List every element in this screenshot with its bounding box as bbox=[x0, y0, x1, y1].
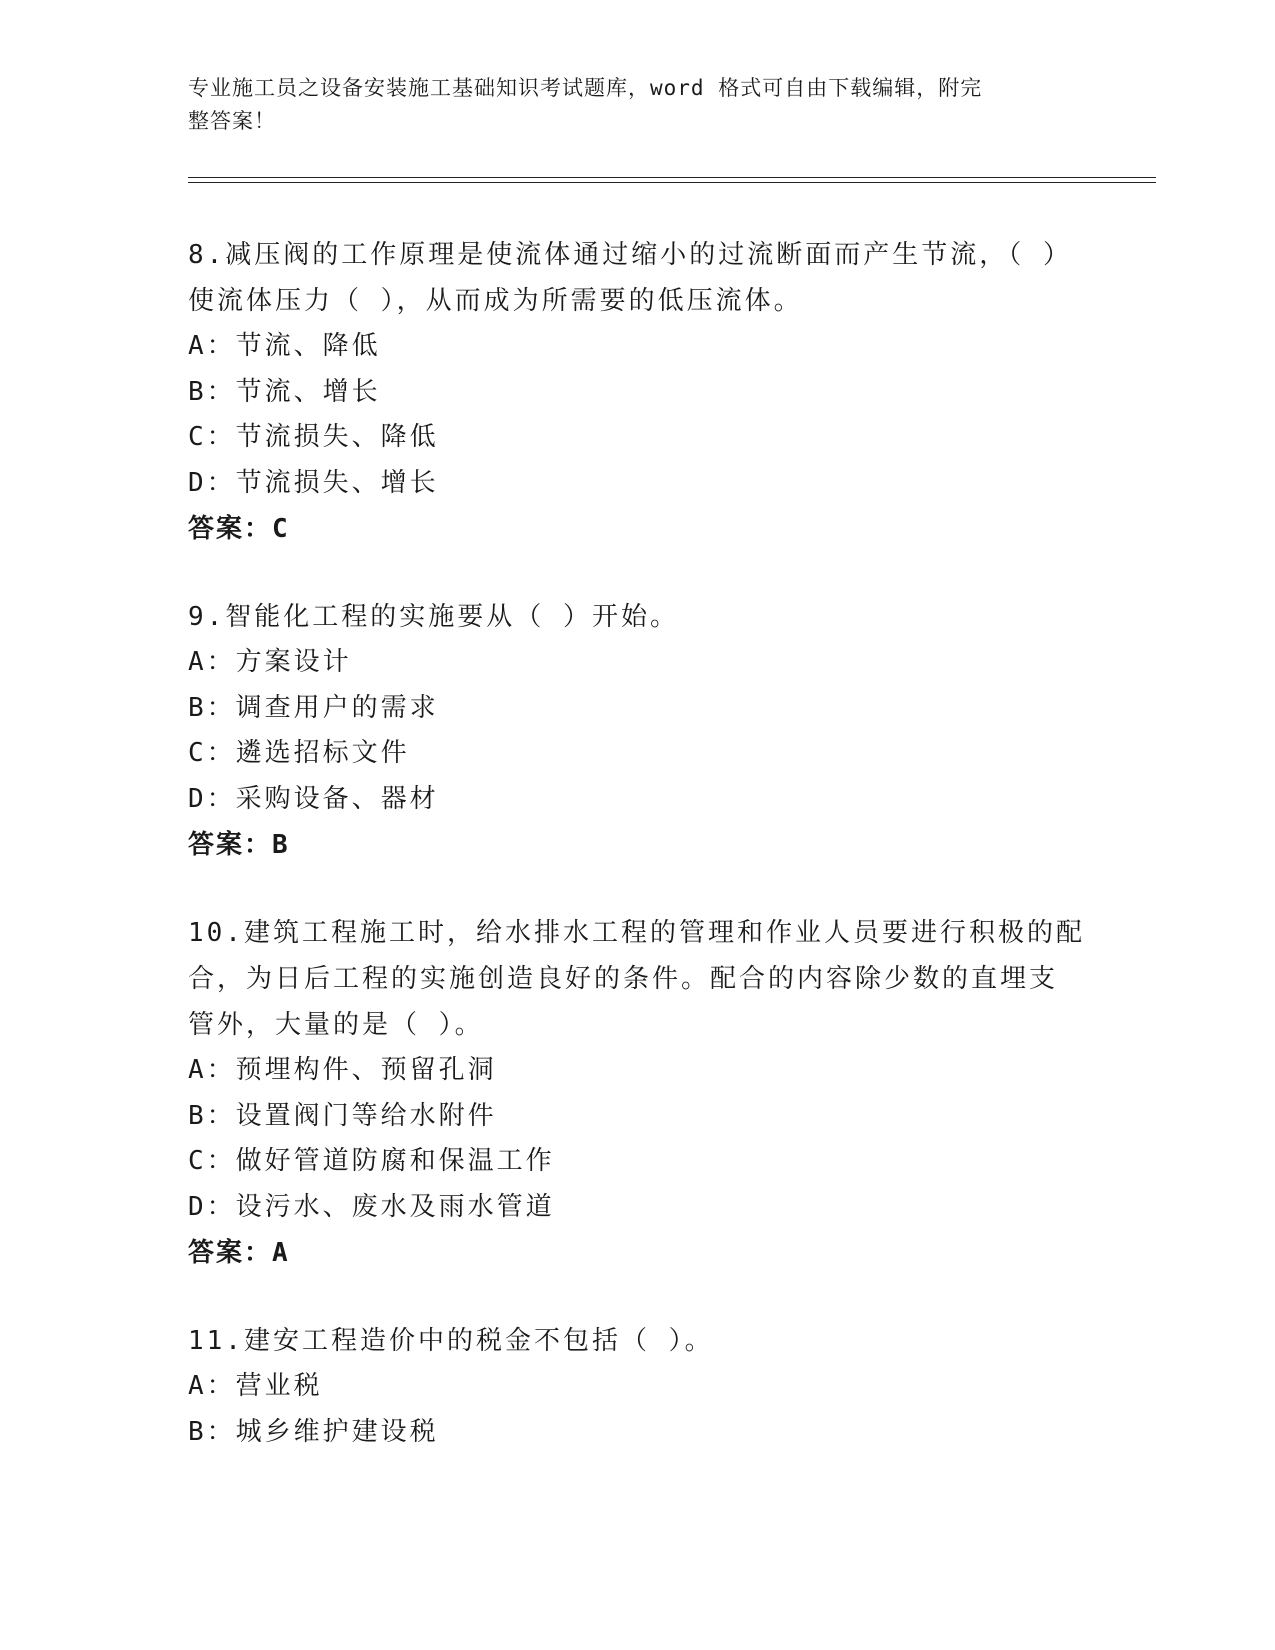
option-b: B：城乡维护建设税 bbox=[188, 1416, 439, 1447]
question-11 bbox=[188, 1318, 1088, 1455]
header-divider-top bbox=[188, 177, 1156, 178]
question-list bbox=[188, 232, 1088, 1497]
option-c: C：节流损失、降低 bbox=[188, 422, 439, 452]
question-stem-line: 管外，大量的是（ ）。 bbox=[188, 1010, 484, 1040]
header-divider-bottom bbox=[188, 182, 1156, 183]
option-d: D：采购设备、器材 bbox=[188, 783, 439, 814]
question-9 bbox=[188, 594, 1088, 868]
question-stem-line: 10.建筑工程施工时，给水排水工程的管理和作业人员要进行积极的配 bbox=[188, 918, 1085, 948]
option-a: A：营业税 bbox=[188, 1371, 323, 1401]
answer-label: 答案：B bbox=[188, 830, 290, 860]
option-a: A：预埋构件、预留孔洞 bbox=[188, 1055, 497, 1085]
option-d: D：设污水、废水及雨水管道 bbox=[188, 1191, 555, 1222]
question-stem-line: 使流体压力（ ），从而成为所需要的低压流体。 bbox=[188, 286, 803, 316]
option-a: A：方案设计 bbox=[188, 647, 352, 677]
option-a: A：节流、降低 bbox=[188, 331, 381, 361]
option-d: D：节流损失、增长 bbox=[188, 467, 439, 498]
answer-label: 答案：A bbox=[188, 1238, 290, 1268]
question-stem-line: 合，为日后工程的实施创造良好的条件。配合的内容除少数的直埋支 bbox=[188, 964, 1059, 994]
option-c: C：做好管道防腐和保温工作 bbox=[188, 1146, 555, 1176]
question-stem-line: 8.减压阀的工作原理是使流体通过缩小的过流断面而产生节流，（ ） bbox=[188, 240, 1072, 270]
header-line-2: 整答案！ bbox=[188, 109, 276, 133]
question-10 bbox=[188, 910, 1088, 1276]
document-header bbox=[188, 72, 1068, 138]
option-b: B：设置阀门等给水附件 bbox=[188, 1100, 497, 1131]
question-stem-line: 11.建安工程造价中的税金不包括（ ）。 bbox=[188, 1326, 714, 1356]
option-b: B：节流、增长 bbox=[188, 376, 381, 407]
question-8 bbox=[188, 232, 1088, 552]
question-stem-line: 9.智能化工程的实施要从（ ）开始。 bbox=[188, 602, 679, 632]
answer-label: 答案：C bbox=[188, 514, 290, 544]
option-b: B：调查用户的需求 bbox=[188, 692, 439, 723]
option-c: C：遴选招标文件 bbox=[188, 738, 410, 768]
header-line-1: 专业施工员之设备安装施工基础知识考试题库，word 格式可自由下载编辑，附完 bbox=[188, 76, 983, 100]
